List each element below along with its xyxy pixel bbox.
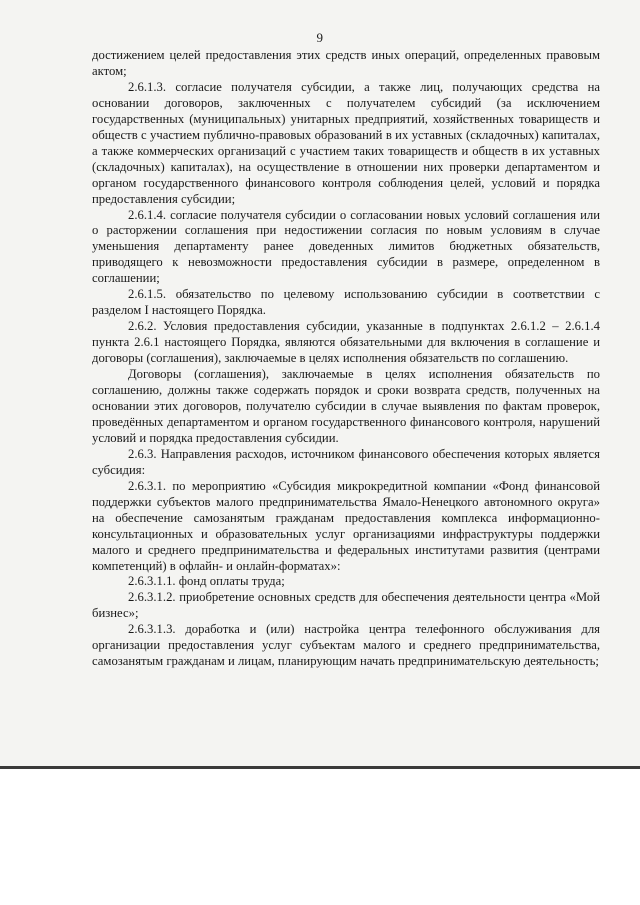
paragraph-2-6-1-4: 2.6.1.4. согласие получателя субсидии о согласовании новых условий соглашения или о расторжении соглашения при недостижении согласия по новым условиям в случае уменьшения департаменту ранее доведенных лимитов бюджетных обязательств, приводящего к невозможности предоставления субсидии в размере, определенном в соглашении; (92, 207, 600, 286)
paragraph-continuation: достижением целей предоставления этих средств иных операций, определенных правовым актом; (92, 48, 600, 78)
paragraph-2-6-3-1-3: 2.6.3.1.3. доработка и (или) настройка центра телефонного обслуживания для организации предоставления услуг субъектам малого и среднего предпринимательства, самозанятым гражданам и лицам, планирующим начать предпринимательскую деятельность; (92, 622, 600, 669)
scan-edge-divider (0, 766, 640, 769)
paragraph-2-6-2: 2.6.2. Условия предоставления субсидии, указанные в подпунктах 2.6.1.2 – 2.6.1.4 пункта 2.6.1 настоящего Порядка, являются обязательными для включения в соглашение и договоры (соглашения), заключаемые в целях исполнения обязательств по соглашению. (92, 319, 600, 366)
document-body (92, 48, 600, 670)
paragraph-contracts: Договоры (соглашения), заключаемые в целях исполнения обязательств по соглашению, должны также содержать порядок и сроки возврата средств, полученных на основании этих договоров, получателю субсидии в случае выявления по фактам проверок, проведённых департаментом и органом государственного финансового контроля, нарушений условий и порядка предоставления субсидии. (92, 367, 600, 445)
page-number: 9 (316, 30, 324, 45)
paragraph-2-6-3-1-2: 2.6.3.1.2. приобретение основных средств для обеспечения деятельности центра «Мой бизнес»; (92, 590, 600, 621)
paragraph-2-6-1-3: 2.6.1.3. согласие получателя субсидии, а также лиц, получающих средства на основании договоров, заключенных с получателем субсидий (за исключением государственных (муниципальных) унитарных предприятий, хозяйственных товариществ и обществ с участием публично-правовых образований в их уставных (складочных) капиталах, а также коммерческих организаций с участием таких товариществ и обществ в их уставных (складочных) капиталах), на осуществление в отношении них проверки департаментом и органом государственного финансового контроля соблюдения целей, условий и порядка предоставления субсидии; (92, 79, 600, 206)
paragraph-2-6-3-1-1: 2.6.3.1.1. фонд оплаты труда; (128, 574, 285, 589)
paragraph-2-6-3: 2.6.3. Направления расходов, источником финансового обеспечения которых является субсидия: (92, 446, 600, 477)
paragraph-2-6-1-5: 2.6.1.5. обязательство по целевому использованию субсидии в соответствии с разделом I настоящего Порядка. (92, 287, 600, 318)
paragraph-2-6-3-1: 2.6.3.1. по мероприятию «Субсидия микрокредитной компании «Фонд финансовой поддержки субъектов малого предпринимательства Ямало-Ненецкого автономного округа» на обеспечение самозанятым гражданам предоставления комплекса информационно-консультационных и образовательных услуг организациями инфраструктуры поддержки малого и среднего предпринимательства и федеральных институтами развития (центрами компетенций) в офлайн- и онлайн-форматах»: (92, 478, 600, 573)
